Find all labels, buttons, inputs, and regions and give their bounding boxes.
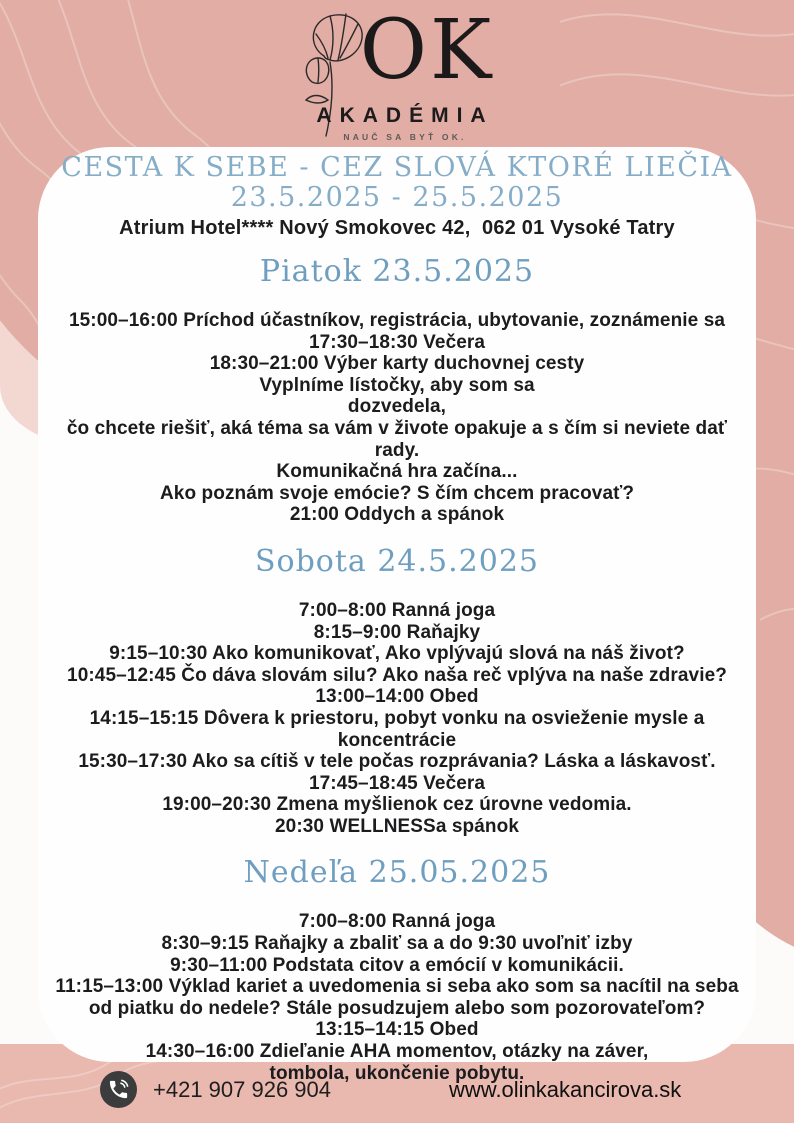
schedule-line: 8:15–9:00 Raňajky (313, 621, 481, 643)
schedule-line: 13:15–14:15 Obed (315, 1019, 479, 1041)
website-link[interactable]: www.olinkakancirova.sk (449, 1077, 682, 1102)
event-title: CESTA K SEBE - CEZ SLOVÁ KTORÉ LIEČIA (61, 152, 733, 183)
schedule-line: 14:15–15:15 Dôvera k priestoru, pobyt vonku na osvieženie mysle a (89, 707, 705, 729)
schedule-line: 15:30–17:30 Ako sa cítiš v tele počas rozprávania? Láska a láskavosť. (78, 751, 716, 773)
schedule-line: od piatku do nedele? Stále posudzujem alebo som pozorovateľom? (88, 997, 706, 1019)
phone-icon (100, 1071, 137, 1108)
schedule-line: 20:30 WELLNESSa spánok (275, 815, 519, 837)
day-heading: Piatok 23.5.2025 (259, 254, 535, 289)
event-dates: 23.5.2025 - 25.5.2025 (230, 182, 564, 213)
day-heading: Sobota 24.5.2025 (254, 543, 540, 579)
schedule-line: rady. (374, 439, 420, 461)
logo-ok-text: OK (359, 3, 495, 98)
schedule (38, 254, 756, 1084)
logo-tagline: NAUČ SA BYŤ OK. (343, 132, 467, 142)
phone-number[interactable]: +421 907 926 904 (153, 1077, 332, 1102)
schedule-line: 19:00–20:30 Zmena myšlienok cez úrovne vedomia. (162, 794, 632, 816)
schedule-line: 17:30–18:30 Večera (308, 331, 486, 353)
schedule-line: Ako poznám svoje emócie? S čím chcem pracovať? (159, 482, 635, 504)
day-schedule (38, 310, 756, 526)
day-schedule (38, 600, 756, 838)
schedule-line: 14:30–16:00 Zdieľanie AHA momentov, otázky na záver, (145, 1041, 649, 1063)
schedule-line: 15:00–16:00 Príchod účastníkov, registrácia, ubytovanie, zoznámenie sa (68, 310, 726, 331)
schedule-line: dozvedela, (347, 396, 447, 418)
schedule-line: 7:00–8:00 Ranná joga (298, 911, 496, 933)
schedule-line: koncentrácie (337, 729, 457, 751)
schedule-line: 13:00–14:00 Obed (315, 686, 479, 708)
day-schedule (38, 911, 756, 1084)
schedule-line: Komunikačná hra začína... (276, 461, 518, 483)
schedule-line: 17:45–18:45 Večera (308, 772, 486, 794)
schedule-line: 21:00 Oddych a spánok (289, 504, 505, 526)
schedule-line: 10:45–12:45 Čo dáva slovám silu? Ako naša reč vplýva na naše zdravie? (67, 664, 727, 686)
schedule-line: 9:30–11:00 Podstata citov a emócií v komunikácii. (170, 954, 624, 976)
schedule-line: 9:15–10:30 Ako komunikovať, Ako vplývajú slová na náš život? (109, 643, 685, 665)
schedule-line: 8:30–9:15 Raňajky a zbaliť sa a do 9:30 uvoľniť izby (161, 933, 633, 955)
day-heading: Nedeľa 25.05.2025 (243, 855, 551, 891)
schedule-line: Vyplníme lístočky, aby som sa (259, 374, 535, 396)
schedule-card (38, 147, 756, 1084)
logo (298, 3, 508, 143)
schedule-line: čo chcete riešiť, aká téma sa vám v živote opakuje a s čím si neviete dať (66, 417, 728, 439)
logo-akademia-text: AKADÉMIA (316, 104, 494, 127)
schedule-line: 7:00–8:00 Ranná joga (298, 599, 496, 621)
venue-address: Atrium Hotel**** Nový Smokovec 42, 062 01 Vysoké Tatry (119, 217, 675, 239)
schedule-line: 11:15–13:00 Výklad kariet a uvedomenia si seba ako som sa nacítil na seba (55, 976, 739, 998)
schedule-line: 18:30–21:00 Výber karty duchovnej cesty (209, 353, 585, 375)
schedule-line: tombola, ukončenie pobytu. (269, 1062, 525, 1084)
